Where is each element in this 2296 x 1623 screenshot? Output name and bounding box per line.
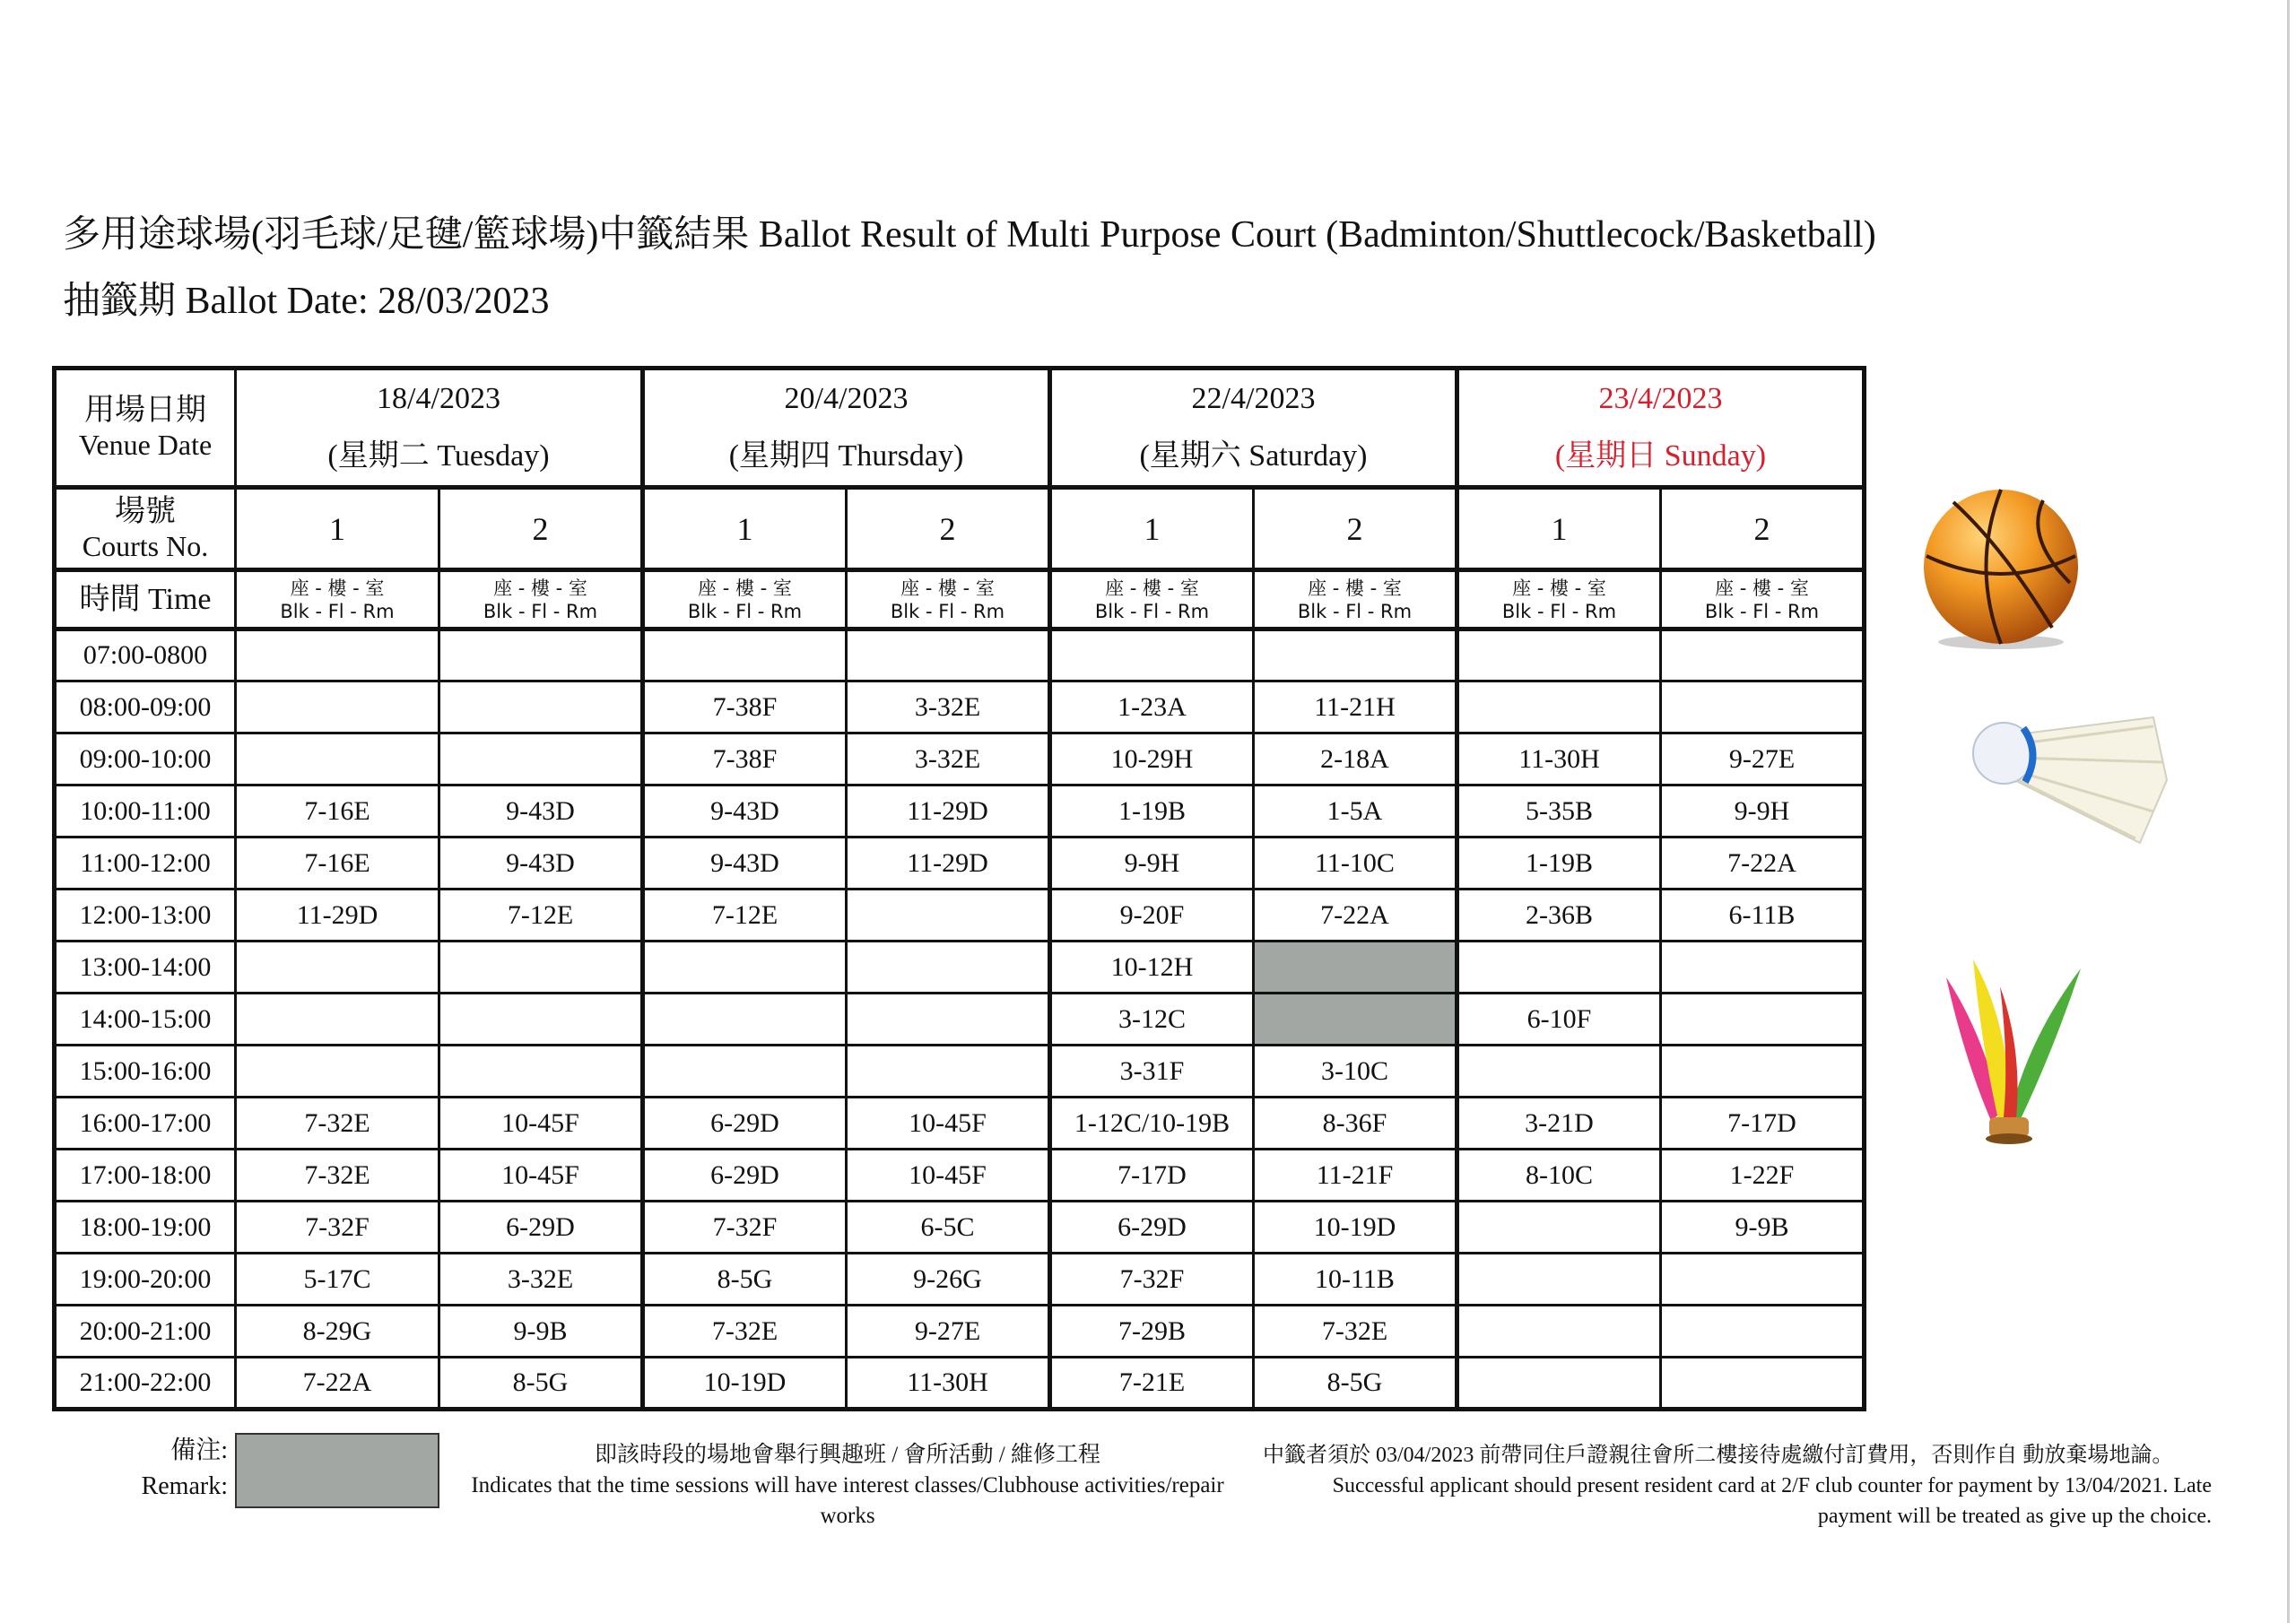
ballot-cell: 7-12E <box>439 890 643 942</box>
remark-label <box>135 1433 228 1505</box>
table-row <box>55 733 1865 785</box>
court-number: 1 <box>1457 488 1661 570</box>
ballot-cell: 9-9H <box>1661 785 1865 838</box>
blk-fl-rm-en: Blk - Fl - Rm <box>1501 600 1617 622</box>
court-number: 2 <box>1661 488 1865 570</box>
blk-fl-rm-en: Blk - Fl - Rm <box>890 600 1005 622</box>
ballot-cell: 6-29D <box>1050 1202 1254 1254</box>
page-edge <box>2287 0 2290 1623</box>
ballot-cell: 8-36F <box>1254 1098 1457 1150</box>
ballot-cell <box>439 994 643 1046</box>
basketball-icon <box>1918 484 2084 651</box>
table-row <box>55 1098 1865 1150</box>
jianzi-icon <box>1937 950 2090 1148</box>
ballot-cell: 1-12C/10-19B <box>1050 1098 1254 1150</box>
ballot-cell: 1-5A <box>1254 785 1457 838</box>
ballot-cell: 3-31F <box>1050 1046 1254 1098</box>
ballot-cell <box>643 1046 847 1098</box>
ballot-cell <box>1661 994 1865 1046</box>
time-header-row <box>55 570 1865 629</box>
ballot-cell: 11-30H <box>1457 733 1661 785</box>
ballot-cell <box>847 994 1050 1046</box>
ballot-cell: 1-19B <box>1050 785 1254 838</box>
time-slot: 07:00-0800 <box>55 629 236 681</box>
ballot-cell <box>643 942 847 994</box>
ballot-cell: 8-29G <box>236 1306 439 1358</box>
ballot-cell: 5-17C <box>236 1254 439 1306</box>
time-slot: 09:00-10:00 <box>55 733 236 785</box>
blk-fl-rm-en: Blk - Fl - Rm <box>1297 600 1413 622</box>
table-row <box>55 629 1865 681</box>
ballot-cell: 11-21F <box>1254 1150 1457 1202</box>
courts-en: Courts No. <box>82 529 209 562</box>
ballot-cell: 5-35B <box>1457 785 1661 838</box>
ballot-cell: 7-32F <box>236 1202 439 1254</box>
date-label: 18/4/2023 <box>377 382 500 415</box>
ballot-cell <box>1661 1306 1865 1358</box>
ballot-cell: 7-32E <box>236 1150 439 1202</box>
ballot-cell: 8-10C <box>1457 1150 1661 1202</box>
ballot-cell <box>439 629 643 681</box>
ballot-cell <box>236 994 439 1046</box>
ballot-cell <box>1457 1046 1661 1098</box>
ballot-cell <box>1457 1254 1661 1306</box>
time-slot: 15:00-16:00 <box>55 1046 236 1098</box>
ballot-cell <box>236 681 439 733</box>
blk-fl-rm-header <box>1661 570 1865 629</box>
ballot-cell: 6-10F <box>1457 994 1661 1046</box>
date-col-3 <box>1457 369 1865 488</box>
ballot-cell: 10-12H <box>1050 942 1254 994</box>
ballot-cell: 7-17D <box>1661 1098 1865 1150</box>
date-col-0 <box>236 369 643 488</box>
table-row <box>55 838 1865 890</box>
blk-fl-rm-header <box>1457 570 1661 629</box>
ballot-cell: 7-38F <box>643 681 847 733</box>
ballot-cell <box>236 629 439 681</box>
courts-header <box>55 488 236 570</box>
remark-shade-swatch <box>235 1433 439 1508</box>
blk-fl-rm-header <box>1254 570 1457 629</box>
time-slot: 16:00-17:00 <box>55 1098 236 1150</box>
date-col-2 <box>1050 369 1457 488</box>
table-row <box>55 681 1865 733</box>
day-label: (星期二 Tuesday) <box>327 439 550 473</box>
time-slot: 08:00-09:00 <box>55 681 236 733</box>
ballot-cell <box>236 1046 439 1098</box>
table-row <box>55 994 1865 1046</box>
courts-zh: 場號 <box>115 494 176 528</box>
ballot-cell: 7-17D <box>1050 1150 1254 1202</box>
ballot-cell <box>1661 1358 1865 1410</box>
table-row <box>55 1202 1865 1254</box>
ballot-cell <box>439 1046 643 1098</box>
time-slot: 14:00-15:00 <box>55 994 236 1046</box>
remark-text-zh: 即該時段的場地會舉行興趣班 / 會所活動 / 維修工程 <box>595 1443 1100 1467</box>
ballot-cell: 9-43D <box>439 785 643 838</box>
ballot-cell <box>1661 942 1865 994</box>
shuttlecock-icon <box>1961 708 2176 852</box>
blk-fl-rm-zh: 座 - 樓 - 室 <box>290 577 385 599</box>
ballot-cell: 3-32E <box>847 733 1050 785</box>
ballot-cell: 11-21H <box>1254 681 1457 733</box>
ballot-cell: 10-45F <box>439 1098 643 1150</box>
ballot-cell: 10-45F <box>847 1150 1050 1202</box>
ballot-cell: 9-26G <box>847 1254 1050 1306</box>
blk-fl-rm-zh: 座 - 樓 - 室 <box>1512 577 1606 599</box>
table-row <box>55 1254 1865 1306</box>
blk-fl-rm-en: Blk - Fl - Rm <box>280 600 395 622</box>
ballot-cell: 7-32E <box>1254 1306 1457 1358</box>
ballot-cell: 7-22A <box>1254 890 1457 942</box>
ballot-cell: 10-19D <box>1254 1202 1457 1254</box>
ballot-cell <box>1661 629 1865 681</box>
ballot-cell <box>643 629 847 681</box>
ballot-cell: 9-27E <box>847 1306 1050 1358</box>
blk-fl-rm-zh: 座 - 樓 - 室 <box>493 577 587 599</box>
ballot-cell: 9-43D <box>643 785 847 838</box>
blk-fl-rm-header <box>236 570 439 629</box>
ballot-cell: 6-29D <box>643 1150 847 1202</box>
table-row <box>55 1046 1865 1098</box>
ballot-cell: 7-21E <box>1050 1358 1254 1410</box>
ballot-cell: 10-45F <box>847 1098 1050 1150</box>
ballot-cell: 8-5G <box>643 1254 847 1306</box>
ballot-cell: 3-32E <box>847 681 1050 733</box>
date-label: 22/4/2023 <box>1191 382 1316 415</box>
time-slot: 13:00-14:00 <box>55 942 236 994</box>
table-row <box>55 1306 1865 1358</box>
ballot-cell: 6-29D <box>643 1098 847 1150</box>
blk-fl-rm-en: Blk - Fl - Rm <box>687 600 803 622</box>
table-row <box>55 785 1865 838</box>
venue-date-en: Venue Date <box>78 429 213 461</box>
ballot-cell <box>1050 629 1254 681</box>
table-row <box>55 1150 1865 1202</box>
ballot-cell: 7-29B <box>1050 1306 1254 1358</box>
blk-fl-rm-en: Blk - Fl - Rm <box>483 600 598 622</box>
date-col-1 <box>643 369 1050 488</box>
time-header: 時間 Time <box>55 570 236 629</box>
blk-fl-rm-en: Blk - Fl - Rm <box>1094 600 1210 622</box>
payment-notice-en: Successful applicant should present resident card at 2/F club counter for payment by 13/04/2021. Late payment will be treated as give up the choice. <box>1332 1474 2212 1528</box>
ballot-cell: 9-27E <box>1661 733 1865 785</box>
courts-row <box>55 488 1865 570</box>
remark-label-en: Remark: <box>141 1472 228 1500</box>
day-label: (星期日 Sunday) <box>1554 439 1767 473</box>
time-slot: 21:00-22:00 <box>55 1358 236 1410</box>
blk-fl-rm-zh: 座 - 樓 - 室 <box>1105 577 1199 599</box>
ballot-cell: 11-29D <box>847 785 1050 838</box>
blk-fl-rm-zh: 座 - 樓 - 室 <box>698 577 792 599</box>
ballot-cell <box>439 733 643 785</box>
time-slot: 19:00-20:00 <box>55 1254 236 1306</box>
blk-fl-rm-zh: 座 - 樓 - 室 <box>1308 577 1402 599</box>
page-title: 多用途球場(羽毛球/足毽/籃球場)中籤結果 Ballot Result of Multi Purpose Court (Badminton/Shuttlecock/Basketball) <box>63 214 1876 256</box>
ballot-cell: 3-32E <box>439 1254 643 1306</box>
ballot-cell: 1-19B <box>1457 838 1661 890</box>
ballot-cell: 11-29D <box>236 890 439 942</box>
ballot-cell: 6-11B <box>1661 890 1865 942</box>
ballot-cell <box>847 629 1050 681</box>
ballot-cell <box>1457 1202 1661 1254</box>
date-header-row <box>55 369 1865 488</box>
ballot-cell: 6-29D <box>439 1202 643 1254</box>
ballot-cell: 7-32E <box>643 1306 847 1358</box>
time-slot: 11:00-12:00 <box>55 838 236 890</box>
venue-date-header <box>55 369 236 488</box>
date-label: 23/4/2023 <box>1598 382 1723 415</box>
ballot-cell: 11-30H <box>847 1358 1050 1410</box>
blk-fl-rm-header <box>1050 570 1254 629</box>
ballot-cell <box>847 942 1050 994</box>
ballot-cell <box>439 681 643 733</box>
court-number: 1 <box>1050 488 1254 570</box>
blk-fl-rm-zh: 座 - 樓 - 室 <box>1715 577 1809 599</box>
table-row <box>55 1358 1865 1410</box>
ballot-cell <box>1457 681 1661 733</box>
remark-text-en: Indicates that the time sessions will have interest classes/Clubhouse activities/repair works <box>471 1473 1224 1528</box>
ballot-cell: 8-5G <box>1254 1358 1457 1410</box>
ballot-cell: 7-22A <box>236 1358 439 1410</box>
ballot-cell: 10-29H <box>1050 733 1254 785</box>
ballot-cell: 7-22A <box>1661 838 1865 890</box>
ballot-cell: 7-38F <box>643 733 847 785</box>
ballot-cell: 9-43D <box>439 838 643 890</box>
ballot-cell: 2-18A <box>1254 733 1457 785</box>
ballot-cell: 11-10C <box>1254 838 1457 890</box>
ballot-cell <box>1457 1358 1661 1410</box>
court-number: 1 <box>236 488 439 570</box>
ballot-cell: 9-43D <box>643 838 847 890</box>
payment-notice <box>1263 1440 2212 1532</box>
ballot-cell: 9-20F <box>1050 890 1254 942</box>
ballot-cell: 9-9H <box>1050 838 1254 890</box>
ballot-cell <box>643 994 847 1046</box>
date-label: 20/4/2023 <box>784 382 909 415</box>
reserved-slot <box>1254 942 1457 994</box>
ballot-cell <box>1661 681 1865 733</box>
ballot-result-table <box>52 366 1866 1411</box>
ballot-cell <box>439 942 643 994</box>
ballot-cell <box>236 942 439 994</box>
blk-fl-rm-en: Blk - Fl - Rm <box>1704 600 1820 622</box>
ballot-cell: 10-19D <box>643 1358 847 1410</box>
blk-fl-rm-header <box>643 570 847 629</box>
ballot-cell: 11-29D <box>847 838 1050 890</box>
ballot-cell: 6-5C <box>847 1202 1050 1254</box>
ballot-cell: 7-16E <box>236 785 439 838</box>
payment-notice-zh: 中籤者須於 03/04/2023 前帶同住戶證親往會所二樓接待處繳付訂費用，否則作自 動放棄場地論。 <box>1263 1444 2174 1467</box>
remark-text <box>448 1440 1247 1532</box>
ballot-cell: 9-9B <box>439 1306 643 1358</box>
time-slot: 17:00-18:00 <box>55 1150 236 1202</box>
ballot-cell: 7-32F <box>1050 1254 1254 1306</box>
remark-label-zh: 備注: <box>170 1436 228 1464</box>
table-row <box>55 942 1865 994</box>
ballot-cell <box>847 890 1050 942</box>
ballot-cell <box>236 733 439 785</box>
venue-date-zh: 用場日期 <box>84 394 206 427</box>
court-number: 2 <box>1254 488 1457 570</box>
ballot-cell: 7-32F <box>643 1202 847 1254</box>
time-slot: 12:00-13:00 <box>55 890 236 942</box>
ballot-cell: 3-12C <box>1050 994 1254 1046</box>
time-slot: 10:00-11:00 <box>55 785 236 838</box>
ballot-cell <box>847 1046 1050 1098</box>
ballot-cell: 7-16E <box>236 838 439 890</box>
ballot-cell: 3-21D <box>1457 1098 1661 1150</box>
table-row <box>55 890 1865 942</box>
ballot-cell: 7-12E <box>643 890 847 942</box>
time-slot: 18:00-19:00 <box>55 1202 236 1254</box>
court-number: 2 <box>439 488 643 570</box>
ballot-cell: 8-5G <box>439 1358 643 1410</box>
blk-fl-rm-header <box>847 570 1050 629</box>
ballot-date: 抽籤期 Ballot Date: 28/03/2023 <box>63 281 550 322</box>
ballot-cell <box>1661 1046 1865 1098</box>
ballot-cell: 3-10C <box>1254 1046 1457 1098</box>
court-number: 2 <box>847 488 1050 570</box>
ballot-cell: 1-23A <box>1050 681 1254 733</box>
ballot-cell: 10-45F <box>439 1150 643 1202</box>
blk-fl-rm-zh: 座 - 樓 - 室 <box>900 577 995 599</box>
ballot-cell <box>1457 629 1661 681</box>
court-number: 1 <box>643 488 847 570</box>
day-label: (星期六 Saturday) <box>1139 439 1368 473</box>
ballot-cell: 2-36B <box>1457 890 1661 942</box>
ballot-cell <box>1661 1254 1865 1306</box>
ballot-cell: 1-22F <box>1661 1150 1865 1202</box>
ballot-cell <box>1254 629 1457 681</box>
ballot-cell <box>1457 1306 1661 1358</box>
blk-fl-rm-header <box>439 570 643 629</box>
day-label: (星期四 Thursday) <box>728 439 964 473</box>
ballot-cell: 10-11B <box>1254 1254 1457 1306</box>
time-slot: 20:00-21:00 <box>55 1306 236 1358</box>
ballot-cell: 7-32E <box>236 1098 439 1150</box>
ballot-cell <box>1457 942 1661 994</box>
reserved-slot <box>1254 994 1457 1046</box>
ballot-cell: 9-9B <box>1661 1202 1865 1254</box>
